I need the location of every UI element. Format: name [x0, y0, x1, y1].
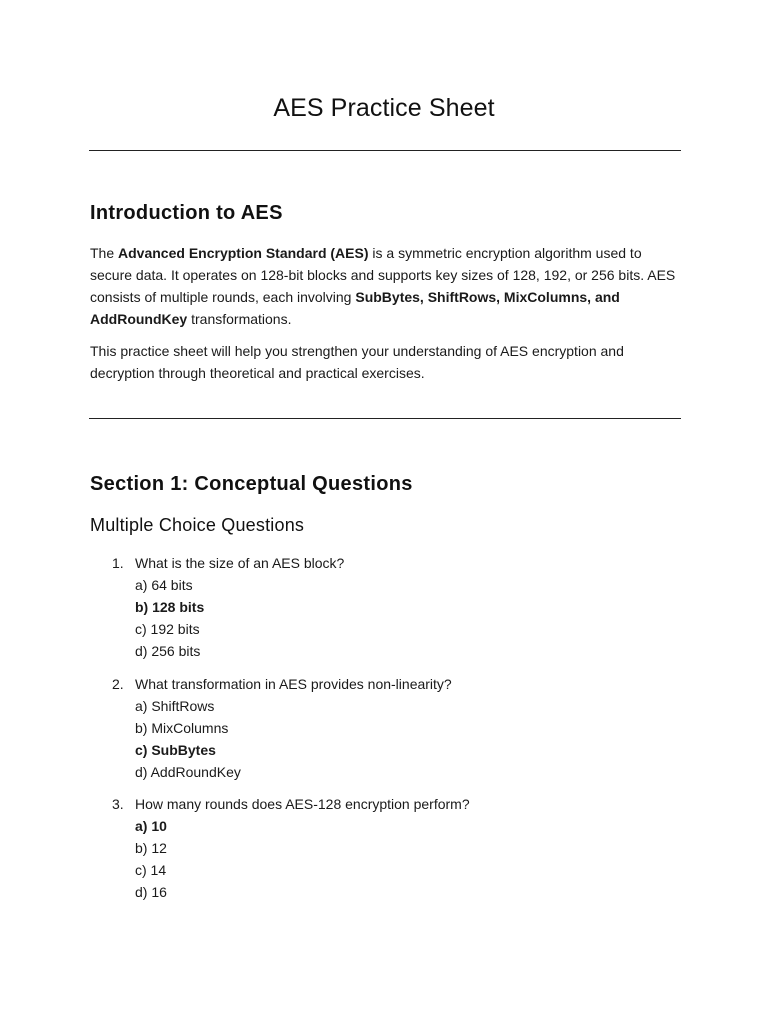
intro-heading: Introduction to AES — [90, 202, 283, 224]
section-1-heading: Section 1: Conceptual Questions — [90, 473, 413, 495]
horizontal-divider — [89, 418, 681, 419]
intro-text-1: The — [90, 245, 119, 261]
option-item: b) 12 — [135, 840, 167, 856]
option-item-correct: a) 10 — [135, 818, 167, 834]
question-options — [135, 815, 672, 903]
question-text: How many rounds does AES-128 encryption perform? — [135, 796, 470, 812]
page-title: AES Practice Sheet — [273, 94, 495, 122]
question-text: What is the size of an AES block? — [135, 555, 345, 571]
intro-bold-transformations: SubBytes, ShiftRows, MixColumns, and AddRoundKey — [90, 289, 620, 327]
option-item: d) 256 bits — [135, 643, 201, 659]
question-options — [135, 574, 672, 662]
question-number: 3. — [112, 796, 124, 812]
option-item: c) 192 bits — [135, 621, 200, 637]
question-item — [112, 793, 672, 903]
option-item: d) 16 — [135, 884, 167, 900]
question-item — [112, 673, 672, 783]
intro-text-3: transformations. — [187, 311, 292, 327]
question-text: What transformation in AES provides non-linearity? — [135, 676, 452, 692]
horizontal-divider — [89, 150, 681, 151]
question-number: 2. — [112, 676, 124, 692]
intro-paragraph-2: This practice sheet will help you strengthen your understanding of AES encryption and decryption through theoretical and practical exercises. — [90, 343, 624, 381]
option-item: a) 64 bits — [135, 577, 193, 593]
question-item — [112, 552, 672, 662]
question-options — [135, 695, 672, 783]
mcq-subheading: Multiple Choice Questions — [90, 515, 305, 535]
question-number: 1. — [112, 555, 124, 571]
option-item-correct: c) SubBytes — [135, 742, 216, 758]
option-item: c) 14 — [135, 862, 167, 878]
intro-bold-aes: Advanced Encryption Standard (AES) — [118, 245, 369, 261]
option-item: d) AddRoundKey — [135, 764, 241, 780]
intro-paragraph-1 — [90, 242, 680, 330]
intro-text-2: is a symmetric encryption algorithm used to secure data. It operates on 128-bit blocks and supports key sizes of 128, 192, or 256 bits. AES consists of multiple rounds, each involving — [90, 245, 676, 305]
option-item-correct: b) 128 bits — [135, 599, 205, 615]
option-item: a) ShiftRows — [135, 698, 215, 714]
option-item: b) MixColumns — [135, 720, 229, 736]
